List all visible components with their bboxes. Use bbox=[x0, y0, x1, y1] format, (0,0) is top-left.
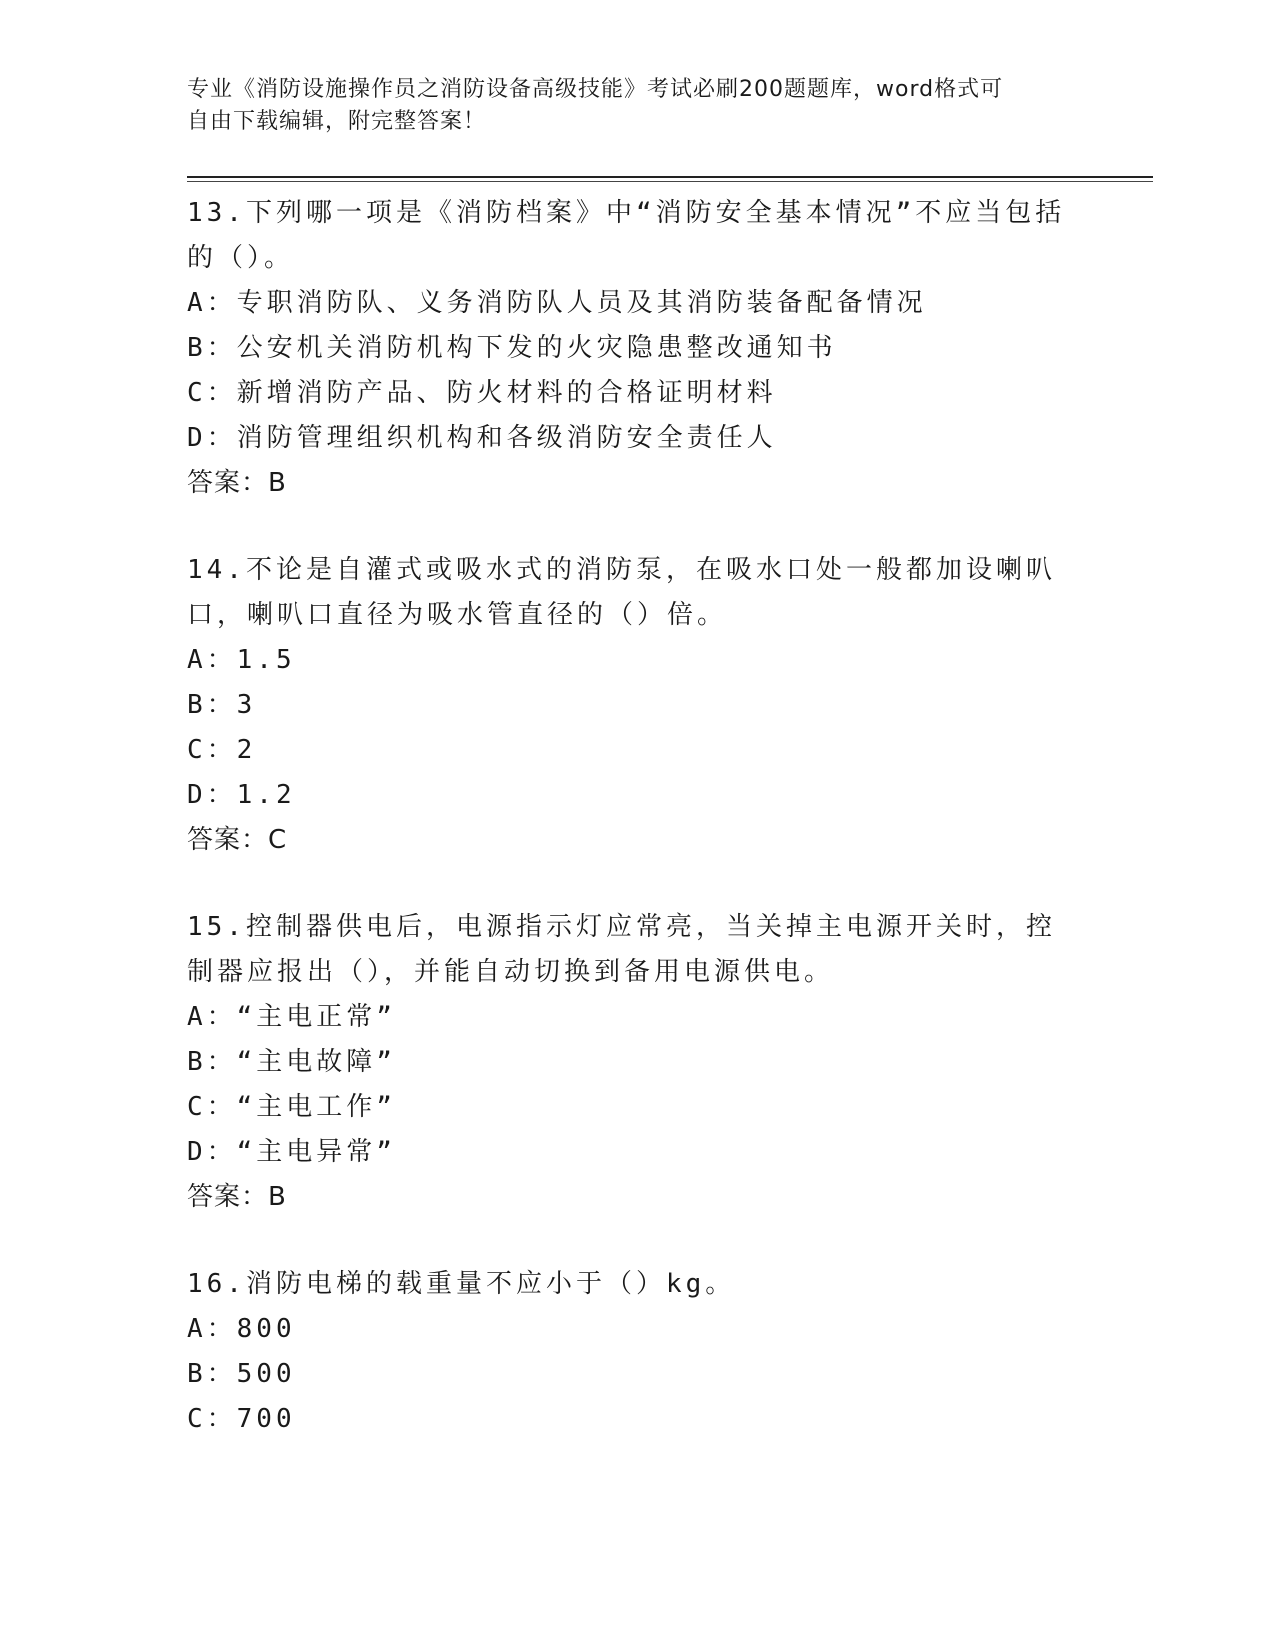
option-b: B：3 bbox=[187, 690, 257, 720]
option-d: D：1.2 bbox=[187, 780, 296, 810]
option-a: A：1.5 bbox=[187, 645, 296, 675]
question-16 bbox=[187, 1262, 1153, 1442]
option-c: C：2 bbox=[187, 735, 257, 765]
answer: 答案：C bbox=[187, 825, 288, 855]
header-line-2: 自由下载编辑，附完整答案！ bbox=[187, 109, 487, 134]
option-c: C：新增消防产品、防火材料的合格证明材料 bbox=[187, 378, 777, 408]
option-c: C：“主电工作” bbox=[187, 1092, 396, 1122]
question-list bbox=[187, 191, 1153, 1484]
question-text: 16.消防电梯的载重量不应小于（）kg。 bbox=[187, 1269, 736, 1299]
question-15 bbox=[187, 905, 1153, 1220]
option-b: B：公安机关消防机构下发的火灾隐患整改通知书 bbox=[187, 333, 837, 363]
option-b: B：“主电故障” bbox=[187, 1047, 396, 1077]
answer: 答案：B bbox=[187, 468, 287, 498]
option-d: D：“主电异常” bbox=[187, 1137, 396, 1167]
option-a: A：专职消防队、义务消防队人员及其消防装备配备情况 bbox=[187, 288, 927, 318]
document-header bbox=[187, 74, 1087, 138]
question-14 bbox=[187, 548, 1153, 863]
header-line-1: 专业《消防设施操作员之消防设备高级技能》考试必刷200题题库，word格式可 bbox=[187, 77, 1004, 102]
option-a: A：“主电正常” bbox=[187, 1002, 396, 1032]
option-c: C：700 bbox=[187, 1404, 296, 1434]
header-divider bbox=[187, 176, 1153, 178]
question-text: 15.控制器供电后，电源指示灯应常亮，当关掉主电源开关时，控制器应报出（），并能自动切换到备用电源供电。 bbox=[187, 912, 1056, 987]
answer: 答案：B bbox=[187, 1182, 287, 1212]
question-text: 14.不论是自灌式或吸水式的消防泵，在吸水口处一般都加设喇叭口，喇叭口直径为吸水管直径的（）倍。 bbox=[187, 555, 1056, 630]
option-a: A：800 bbox=[187, 1314, 296, 1344]
header-divider-thin bbox=[187, 181, 1153, 182]
option-b: B：500 bbox=[187, 1359, 296, 1389]
question-text: 13.下列哪一项是《消防档案》中“消防安全基本情况”不应当包括的（）。 bbox=[187, 198, 1066, 273]
option-d: D：消防管理组织机构和各级消防安全责任人 bbox=[187, 423, 777, 453]
question-13 bbox=[187, 191, 1153, 506]
